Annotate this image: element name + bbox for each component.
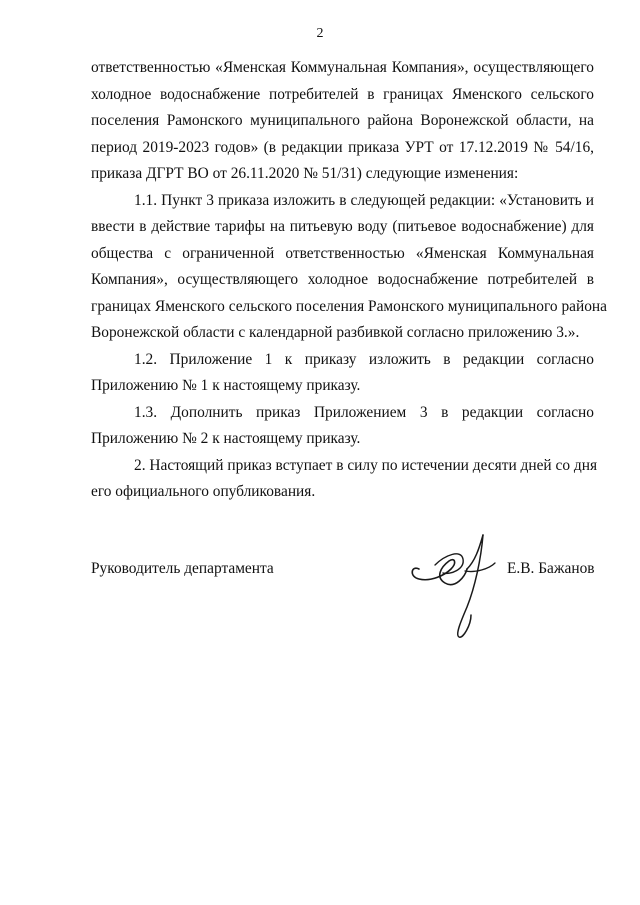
text-line: 1.3. Дополнить приказ Приложением 3 в редакции согласно xyxy=(134,403,594,421)
text-line: Компания», осуществляющего холодное водоснабжение потребителей в xyxy=(91,271,594,288)
signatory-role: Руководитель департамента xyxy=(91,560,274,577)
text-line: Приложению № 2 к настоящему приказу. xyxy=(91,430,361,447)
text-line: 2. Настоящий приказ вступает в силу по истечении десяти дней со дня xyxy=(134,456,598,474)
text-line: ввести в действие тарифы на питьевую воду (питьевое водоснабжение) для xyxy=(91,218,594,235)
text-line: 1.1. Пункт 3 приказа изложить в следующей редакции: «Установить и xyxy=(134,191,594,209)
text-line: приказа ДГРТ ВО от 26.11.2020 № 51/31) следующие изменения: xyxy=(91,165,519,182)
text-line: границах Яменского сельского поселения Рамонского муниципального района xyxy=(91,297,607,315)
text-line: период 2019-2023 годов» (в редакции приказа УРТ от 17.12.2019 № 54/16, xyxy=(91,138,594,156)
text-line: его официального опубликования. xyxy=(91,483,316,500)
page-number: 2 xyxy=(316,26,324,41)
text-line: общества с ограниченной ответственностью «Яменская Коммунальная xyxy=(91,244,594,262)
signatory-name: Е.В. Бажанов xyxy=(507,560,595,577)
handwritten-signature xyxy=(405,525,500,645)
text-line: ответственностью «Яменская Коммунальная Компания», осуществляющего xyxy=(91,59,594,76)
text-line: 1.2. Приложение 1 к приказу изложить в редакции согласно xyxy=(134,350,594,368)
text-line: поселения Рамонского муниципального района Воронежской области, на xyxy=(91,112,594,129)
text-line: Воронежской области с календарной разбивкой согласно приложению 3.». xyxy=(91,324,580,341)
document-body xyxy=(91,55,607,506)
text-line: Приложению № 1 к настоящему приказу. xyxy=(91,377,361,394)
text-line: холодное водоснабжение потребителей в границах Яменского сельского xyxy=(91,85,594,103)
